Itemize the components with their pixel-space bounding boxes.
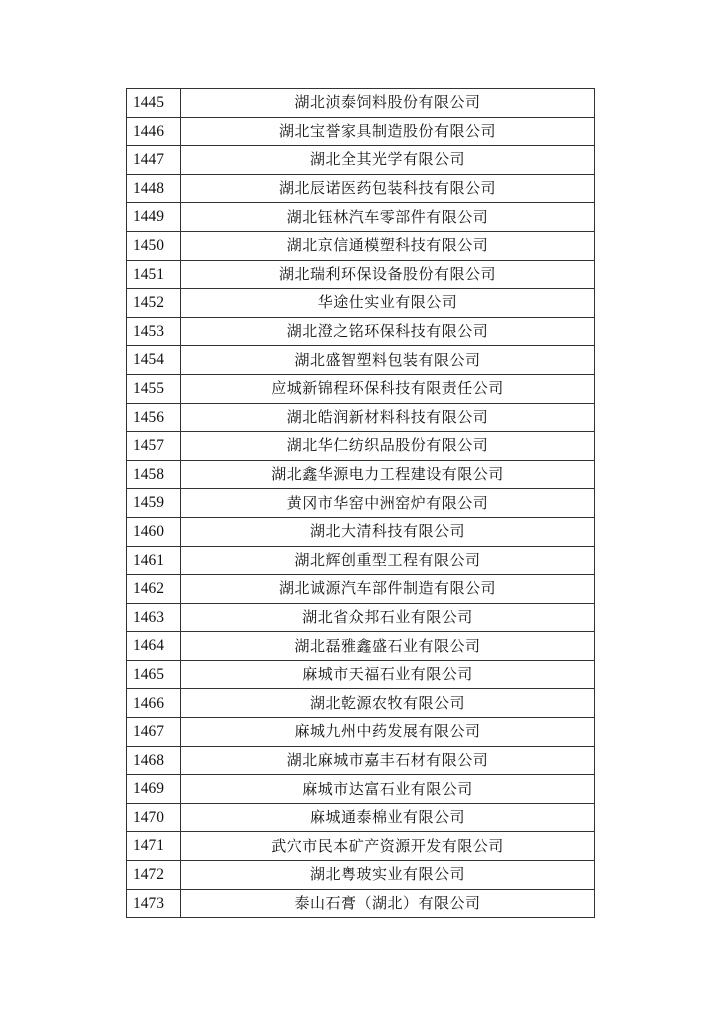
row-number: 1450: [127, 231, 181, 260]
row-number: 1449: [127, 203, 181, 232]
row-number: 1453: [127, 317, 181, 346]
row-number: 1465: [127, 660, 181, 689]
company-name: 湖北澄之铭环保科技有限公司: [181, 317, 595, 346]
company-name: 应城新锦程环保科技有限责任公司: [181, 374, 595, 403]
table-row: [127, 803, 595, 832]
row-number: 1445: [127, 89, 181, 118]
row-number: 1458: [127, 460, 181, 489]
table-row: [127, 146, 595, 175]
row-number: 1452: [127, 289, 181, 318]
company-name: 湖北辉创重型工程有限公司: [181, 546, 595, 575]
company-name: 麻城市达富石业有限公司: [181, 775, 595, 804]
table-row: [127, 460, 595, 489]
row-number: 1468: [127, 746, 181, 775]
company-name: 湖北乾源农牧有限公司: [181, 689, 595, 718]
row-number: 1470: [127, 803, 181, 832]
table-row: [127, 861, 595, 890]
table-row: [127, 403, 595, 432]
row-number: 1446: [127, 117, 181, 146]
company-name: 湖北京信通模塑科技有限公司: [181, 231, 595, 260]
table-row: [127, 489, 595, 518]
company-name: 湖北盛智塑料包装有限公司: [181, 346, 595, 375]
table-row: [127, 203, 595, 232]
table-row: [127, 231, 595, 260]
table-body: [127, 89, 595, 918]
row-number: 1461: [127, 546, 181, 575]
row-number: 1469: [127, 775, 181, 804]
table-row: [127, 718, 595, 747]
table-row: [127, 632, 595, 661]
company-name: 湖北大清科技有限公司: [181, 517, 595, 546]
table-row: [127, 575, 595, 604]
company-name: 湖北瑞利环保设备股份有限公司: [181, 260, 595, 289]
row-number: 1457: [127, 432, 181, 461]
table-row: [127, 775, 595, 804]
table-row: [127, 174, 595, 203]
company-name: 湖北鑫华源电力工程建设有限公司: [181, 460, 595, 489]
company-name: 麻城通泰棉业有限公司: [181, 803, 595, 832]
row-number: 1456: [127, 403, 181, 432]
company-name: 湖北磊雅鑫盛石业有限公司: [181, 632, 595, 661]
table-row: [127, 889, 595, 918]
company-name: 湖北宝誉家具制造股份有限公司: [181, 117, 595, 146]
table-row: [127, 832, 595, 861]
company-name: 湖北浈泰饲料股份有限公司: [181, 89, 595, 118]
table-row: [127, 432, 595, 461]
company-name: 湖北省众邦石业有限公司: [181, 603, 595, 632]
row-number: 1454: [127, 346, 181, 375]
table-row: [127, 289, 595, 318]
table-row: [127, 346, 595, 375]
row-number: 1451: [127, 260, 181, 289]
company-name: 湖北辰诺医药包装科技有限公司: [181, 174, 595, 203]
row-number: 1447: [127, 146, 181, 175]
row-number: 1459: [127, 489, 181, 518]
row-number: 1473: [127, 889, 181, 918]
row-number: 1460: [127, 517, 181, 546]
table-row: [127, 546, 595, 575]
row-number: 1448: [127, 174, 181, 203]
table-row: [127, 517, 595, 546]
company-name: 武穴市民本矿产资源开发有限公司: [181, 832, 595, 861]
table-row: [127, 89, 595, 118]
table-row: [127, 317, 595, 346]
table-row: [127, 660, 595, 689]
row-number: 1467: [127, 718, 181, 747]
row-number: 1464: [127, 632, 181, 661]
row-number: 1471: [127, 832, 181, 861]
company-name: 湖北粤玻实业有限公司: [181, 861, 595, 890]
company-name: 湖北全其光学有限公司: [181, 146, 595, 175]
table-row: [127, 260, 595, 289]
company-name: 湖北华仁纺织品股份有限公司: [181, 432, 595, 461]
table-row: [127, 117, 595, 146]
row-number: 1455: [127, 374, 181, 403]
row-number: 1462: [127, 575, 181, 604]
company-name: 华途仕实业有限公司: [181, 289, 595, 318]
company-name: 麻城市天福石业有限公司: [181, 660, 595, 689]
company-name: 湖北麻城市嘉丰石材有限公司: [181, 746, 595, 775]
table-row: [127, 746, 595, 775]
table-row: [127, 603, 595, 632]
row-number: 1472: [127, 861, 181, 890]
company-name: 黄冈市华窑中洲窑炉有限公司: [181, 489, 595, 518]
table-row: [127, 374, 595, 403]
row-number: 1463: [127, 603, 181, 632]
company-name: 泰山石膏（湖北）有限公司: [181, 889, 595, 918]
row-number: 1466: [127, 689, 181, 718]
company-name: 湖北诚源汽车部件制造有限公司: [181, 575, 595, 604]
company-name: 湖北钰林汽车零部件有限公司: [181, 203, 595, 232]
company-name: 麻城九州中药发展有限公司: [181, 718, 595, 747]
company-list-table: [126, 88, 595, 918]
company-name: 湖北皓润新材料科技有限公司: [181, 403, 595, 432]
table-row: [127, 689, 595, 718]
